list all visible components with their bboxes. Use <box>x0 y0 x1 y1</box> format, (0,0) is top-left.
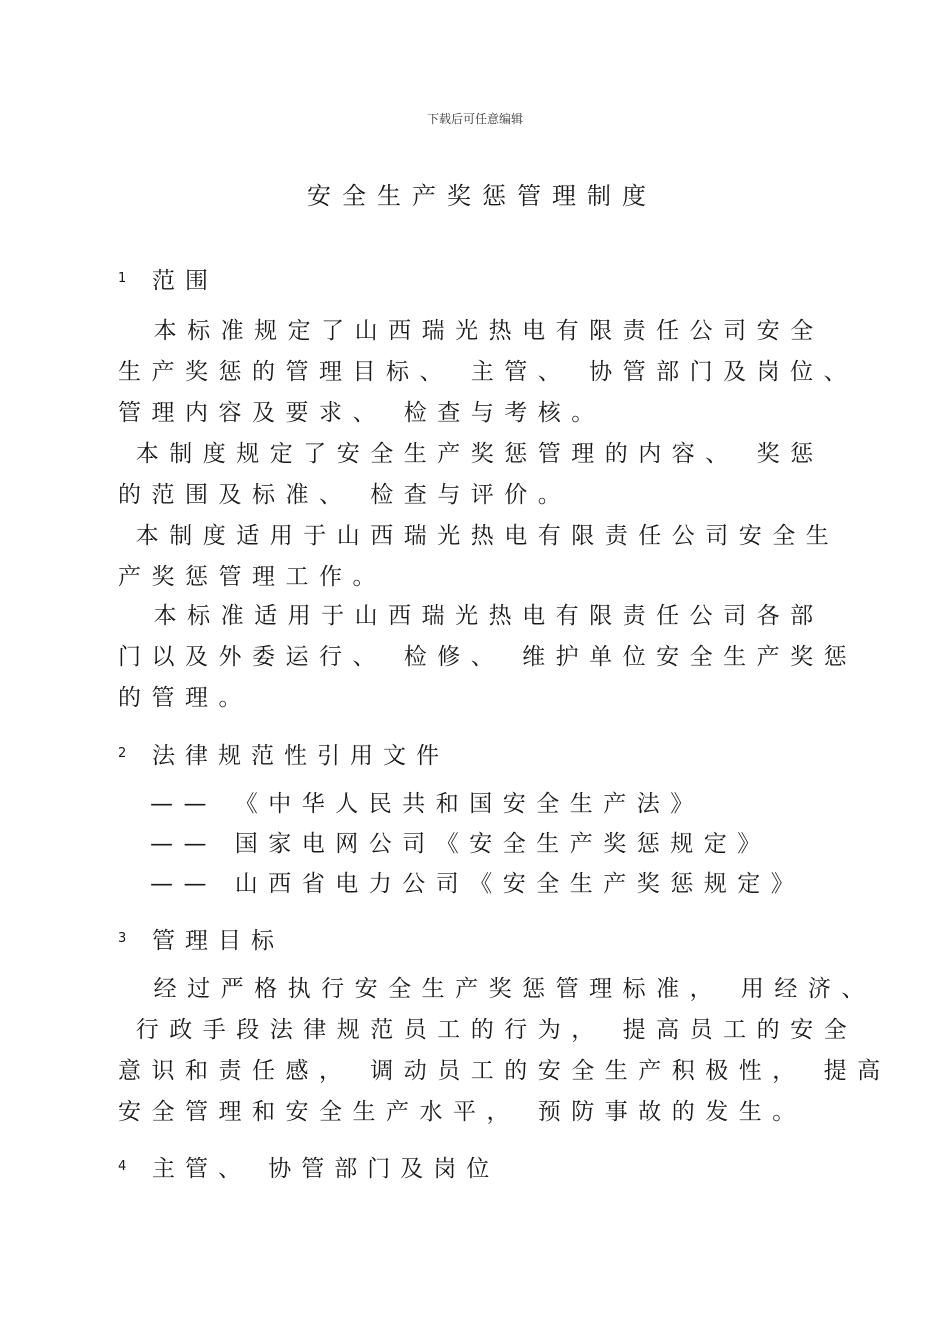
paragraph-line: 生产奖惩的管理目标、 主管、 协管部门及岗位、 <box>118 359 858 385</box>
paragraph-line: 本制度适用于山西瑞光热电有限责任公司安全生 <box>118 523 840 549</box>
reference-item: —— 山西省电力公司《安全生产奖惩规定》 <box>150 871 805 897</box>
section-number: 1 <box>118 271 127 286</box>
header-note: 下载后可任意编辑 <box>426 112 523 126</box>
paragraph-line: 本标准适用于山西瑞光热电有限责任公司各部 <box>118 603 824 629</box>
section-1-paragraph-1 <box>118 311 878 434</box>
section-3-paragraph-1 <box>118 969 891 1133</box>
section-number: 3 <box>118 931 127 946</box>
paragraph-line: 本标准规定了山西瑞光热电有限责任公司安全 <box>118 318 824 344</box>
section-number: 2 <box>118 746 127 761</box>
section-1-paragraph-3 <box>118 516 878 598</box>
paragraph-line: 本制度规定了安全生产奖惩管理的内容、 奖惩 <box>118 441 824 467</box>
paragraph-line: 管理内容及要求、 检查与考核。 <box>118 400 605 426</box>
reference-item: —— 国家电网公司《安全生产奖惩规定》 <box>150 831 771 857</box>
section-title: 法律规范性引用文件 <box>152 743 449 769</box>
paragraph-line: 产奖惩管理工作。 <box>118 564 386 590</box>
reference-item: —— 《中华人民共和国安全生产法》 <box>150 791 704 817</box>
section-number: 4 <box>118 1159 127 1174</box>
section-1-paragraph-4 <box>118 596 878 719</box>
paragraph-line: 安全管理和安全生产水平， 预防事故的发生。 <box>118 1099 806 1125</box>
document-title: 安全生产奖惩管理制度 <box>307 182 657 210</box>
section-1-heading <box>118 262 218 295</box>
paragraph-line: 的范围及标准、 检查与评价。 <box>118 482 572 508</box>
section-title: 主管、 协管部门及岗位 <box>152 1156 500 1182</box>
section-title: 管理目标 <box>152 928 284 954</box>
section-1-paragraph-2 <box>118 434 878 516</box>
paragraph-line: 意识和责任感， 调动员工的安全生产积极性， 提高 <box>118 1058 891 1084</box>
paragraph-line: 的管理。 <box>118 685 252 711</box>
section-4-heading <box>118 1150 499 1183</box>
section-2-heading <box>118 737 449 770</box>
paragraph-line: 经过严格执行安全生产奖惩管理标准， 用经济、 <box>118 976 875 1002</box>
paragraph-line: 行政手段法律规范员工的行为， 提高员工的安全 <box>118 1017 858 1043</box>
paragraph-line: 门以及外委运行、 检修、 维护单位安全生产奖惩 <box>118 644 858 670</box>
section-title: 范围 <box>152 268 218 294</box>
reference-list <box>150 784 804 904</box>
section-3-heading <box>118 922 284 955</box>
